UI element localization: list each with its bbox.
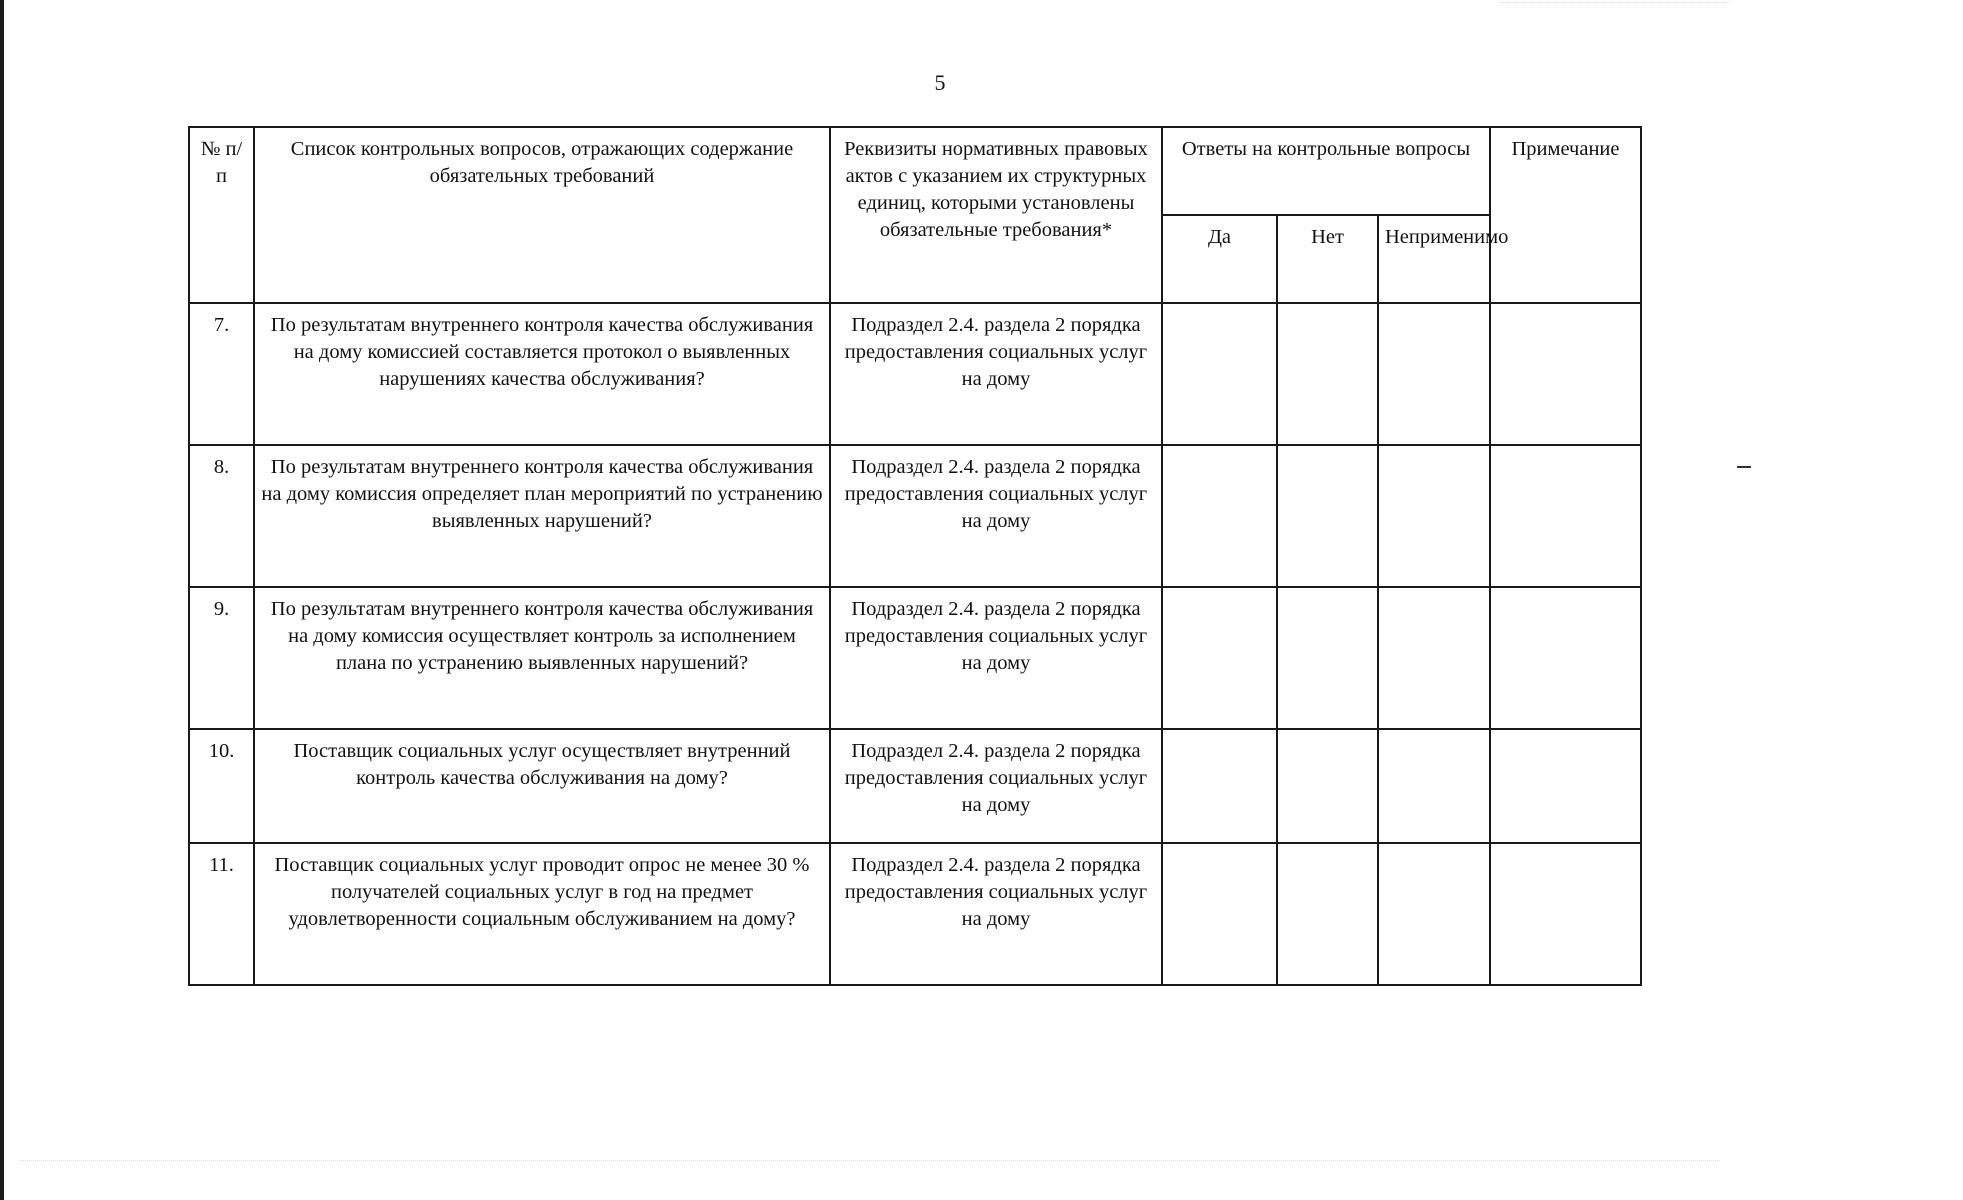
scan-noise-bottom <box>20 1160 1720 1162</box>
header-row <box>189 127 1641 215</box>
header-answers: Ответы на контрольные вопросы <box>1162 127 1490 215</box>
scan-border <box>0 0 4 1200</box>
answer-yes-cell <box>1162 587 1277 729</box>
answer-yes-cell <box>1162 843 1277 985</box>
row-number: 8. <box>189 445 254 587</box>
requisite-text: Подраздел 2.4. раздела 2 порядка предоставления социальных услуг на дому <box>830 303 1162 445</box>
header-questions: Список контрольных вопросов, отражающих содержание обязательных требований <box>254 127 830 303</box>
page-number: 5 <box>934 70 946 95</box>
header-no: Нет <box>1277 215 1378 303</box>
question-text: По результатам внутреннего контроля качества обслуживания на дому комиссией составляется протокол о выявленных нарушениях качества обслуживания? <box>254 303 830 445</box>
answer-yes-cell <box>1162 303 1277 445</box>
note-cell <box>1490 843 1641 985</box>
row-number: 11. <box>189 843 254 985</box>
checklist-table <box>188 126 1642 986</box>
table-row <box>189 303 1641 445</box>
header-number: № п/п <box>189 127 254 303</box>
question-text: По результатам внутреннего контроля качества обслуживания на дому комиссия определяет план мероприятий по устранению выявленных нарушений? <box>254 445 830 587</box>
table-row <box>189 445 1641 587</box>
question-text: По результатам внутреннего контроля качества обслуживания на дому комиссия осуществляет контроль за исполнением плана по устранению выявленных нарушений? <box>254 587 830 729</box>
row-number: 9. <box>189 587 254 729</box>
scan-noise-top <box>1500 2 1730 4</box>
answer-no-cell <box>1277 729 1378 843</box>
note-cell <box>1490 303 1641 445</box>
header-note: Примечание <box>1490 127 1641 303</box>
question-text: Поставщик социальных услуг проводит опрос не менее 30 % получателей социальных услуг в год на предмет удовлетворенности социальным обслуживанием на дому? <box>254 843 830 985</box>
table-row <box>189 587 1641 729</box>
answer-no-cell <box>1277 843 1378 985</box>
answer-not-applicable-cell <box>1378 303 1490 445</box>
note-cell <box>1490 445 1641 587</box>
table-row <box>189 729 1641 843</box>
answer-no-cell <box>1277 303 1378 445</box>
note-cell <box>1490 587 1641 729</box>
answer-not-applicable-cell <box>1378 445 1490 587</box>
header-yes: Да <box>1162 215 1277 303</box>
margin-dash <box>1737 466 1751 468</box>
answer-not-applicable-cell <box>1378 843 1490 985</box>
answer-not-applicable-cell <box>1378 587 1490 729</box>
answer-not-applicable-cell <box>1378 729 1490 843</box>
table-row <box>189 843 1641 985</box>
row-number: 10. <box>189 729 254 843</box>
requisite-text: Подраздел 2.4. раздела 2 порядка предоставления социальных услуг на дому <box>830 445 1162 587</box>
answer-yes-cell <box>1162 729 1277 843</box>
note-cell <box>1490 729 1641 843</box>
answer-no-cell <box>1277 445 1378 587</box>
requisite-text: Подраздел 2.4. раздела 2 порядка предоставления социальных услуг на дому <box>830 729 1162 843</box>
answer-no-cell <box>1277 587 1378 729</box>
answer-yes-cell <box>1162 445 1277 587</box>
header-not-applicable: Неприменимо <box>1378 215 1490 303</box>
question-text: Поставщик социальных услуг осуществляет внутренний контроль качества обслуживания на дому? <box>254 729 830 843</box>
header-requisites: Реквизиты нормативных правовых актов с указанием их структурных единиц, которыми установлены обязательные требования* <box>830 127 1162 303</box>
requisite-text: Подраздел 2.4. раздела 2 порядка предоставления социальных услуг на дому <box>830 587 1162 729</box>
requisite-text: Подраздел 2.4. раздела 2 порядка предоставления социальных услуг на дому <box>830 843 1162 985</box>
row-number: 7. <box>189 303 254 445</box>
